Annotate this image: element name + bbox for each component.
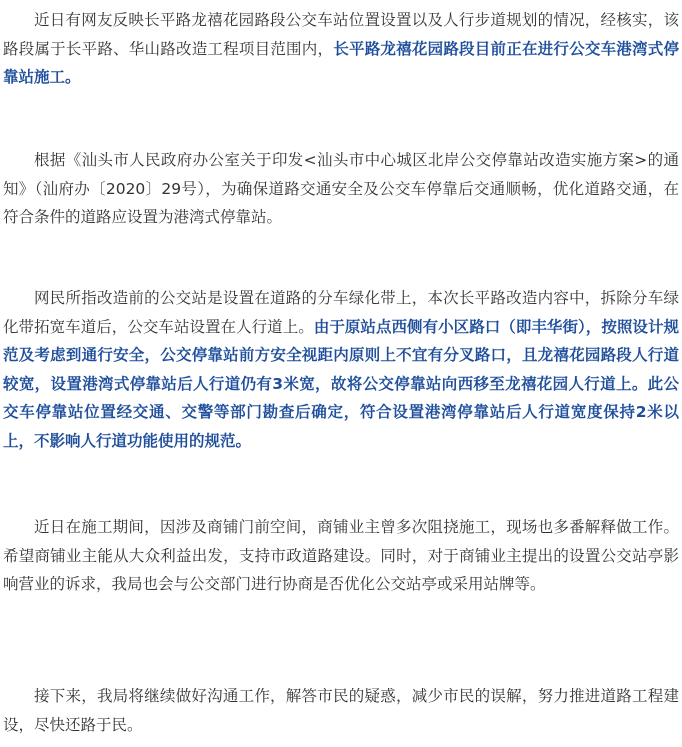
paragraph-1 xyxy=(3,6,679,92)
paragraph-4-text: 近日在施工期间，因涉及商铺门前空间，商铺业主曾多次阻挠施工，现场也多番解释做工作。希望商铺业主能从大众利益出发，支持市政道路建设。同时，对于商铺业主提出的设置公交站亭影响营业的诉求，我局也会与公交部门进行协商是否优化公交站亭或采用站牌等。 xyxy=(3,518,679,593)
paragraph-4 xyxy=(3,513,679,599)
paragraph-5-text: 接下来，我局将继续做好沟通工作，解答市民的疑惑，减少市民的误解，努力推进道路工程建设，尽快还路于民。 xyxy=(3,687,679,734)
paragraph-3-highlight: 由于原站点西侧有小区路口（即丰华街），按照设计规范及考虑到通行安全，公交停靠站前方安全视距内原则上不宜有分叉路口，且龙禧花园路段人行道较宽，设置港湾式停靠站后人行道仍有3米宽，故将公交停靠站向西移至龙禧花园人行道上。此公交车停靠站位置经交通、交警等部门勘查后确定，符合设置港湾停靠站后人行道宽度保持2米以上，不影响人行道功能使用的规范。 xyxy=(3,317,679,450)
paragraph-5 xyxy=(3,682,679,739)
paragraph-2 xyxy=(3,146,679,232)
paragraph-1-text: 近日有网友反映长平路龙禧花园路段公交车站位置设置以及人行步道规划的情况，经核实，该路段属于长平路、华山路改造工程项目范围内， xyxy=(3,11,679,58)
paragraph-3 xyxy=(3,284,679,455)
paragraph-2-text: 根据《汕头市人民政府办公室关于印发<汕头市中心城区北岸公交停靠站改造实施方案>的通知》（汕府办〔2020〕29号），为确保道路交通安全及公交车停靠后交通顺畅，优化道路交通，在符合条件的道路应设置为港湾式停靠站。 xyxy=(3,151,679,226)
paragraph-3-text: 网民所指改造前的公交站是设置在道路的分车绿化带上，本次长平路改造内容中，拆除分车绿化带拓宽车道后，公交车站设置在人行道上。 xyxy=(3,289,679,336)
paragraph-1-highlight: 长平路龙禧花园路段目前正在进行公交车港湾式停靠站施工。 xyxy=(3,39,679,86)
